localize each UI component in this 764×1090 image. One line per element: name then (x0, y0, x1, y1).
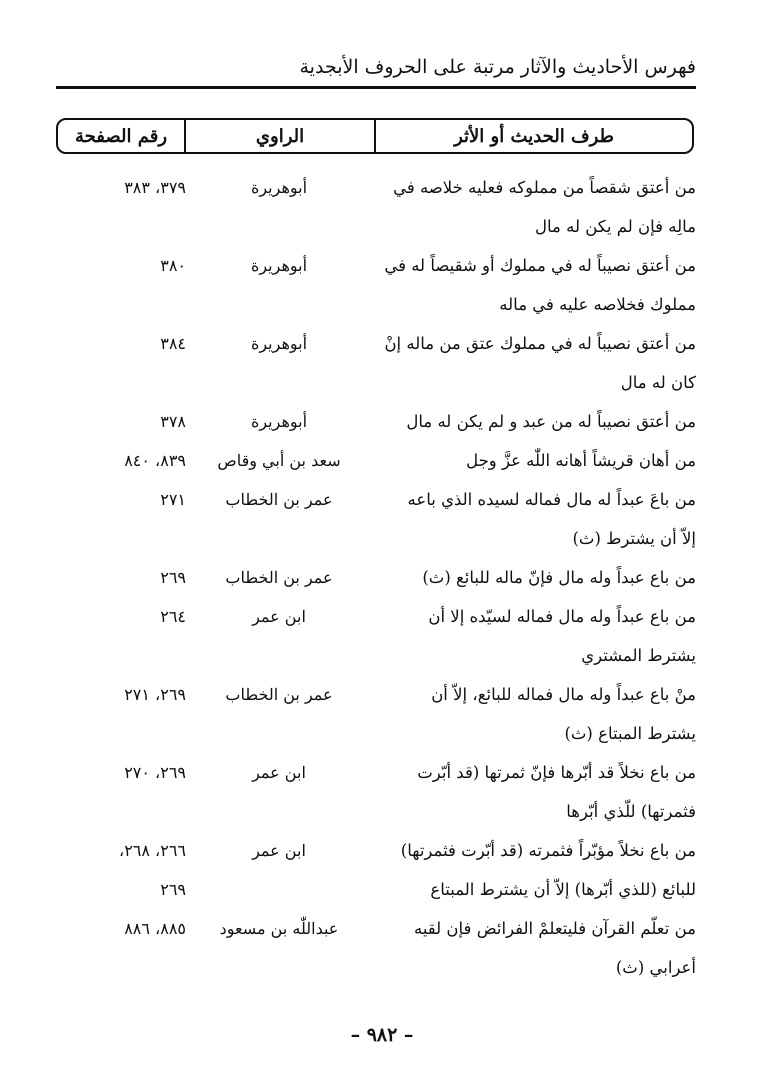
hadith-text: من تعلّم القرآن فليتعلمْ الفرائض فإن لقيه (413, 919, 696, 938)
table-header (56, 118, 694, 154)
hadith-text-continued: كان له مال (620, 373, 696, 392)
index-entry (56, 324, 696, 402)
hadith-text: من باع عبداً وله مال فإنّ ماله للبائع (ث) (422, 568, 696, 587)
page-number: – ٩٨٢ – (350, 1024, 414, 1046)
column-header-hadith: طرف الحديث أو الأثر (374, 120, 692, 152)
hadith-text-continued: فثمرتها) للّذي أبّرها (566, 802, 696, 821)
index-entries (56, 168, 696, 987)
narrator: ابن عمر (252, 841, 306, 860)
page-refs: ٢٧١ (160, 490, 186, 509)
narrator: ابن عمر (252, 607, 306, 626)
page-title: فهرس الأحاديث والآثار مرتبة على الحروف الأبجدية (299, 56, 696, 78)
page-refs-continued: ٢٦٩ (160, 880, 186, 899)
page-refs: ٨٨٥، ٨٨٦ (124, 919, 186, 938)
column-header-page: رقم الصفحة (75, 125, 168, 147)
page-header (56, 50, 696, 89)
hadith-text-continued: أعرابي (ث) (615, 958, 696, 977)
hadith-text-continued (56, 870, 696, 909)
narrator: عمر بن الخطاب (225, 568, 333, 587)
hadith-text: من أهان قريشاً أهانه اللّٰه عزَّ وجل (466, 451, 696, 470)
index-entry (56, 441, 696, 480)
page-refs: ٣٨٠ (160, 256, 186, 275)
hadith-text-continued-line: للبائع (للذي أبّرها) إلاّ أن يشترط المبتاع (430, 880, 696, 899)
page-refs: ٢٦٦، ٢٦٨، (119, 841, 186, 860)
hadith-text: من أعتق نصيباً له في مملوك عتق من ماله إنْ (384, 334, 696, 353)
narrator: أبوهريرة (250, 412, 308, 431)
page-refs: ٣٧٩، ٣٨٣ (124, 178, 186, 197)
column-header-rawi: الراوي (184, 120, 374, 152)
index-entry (56, 480, 696, 558)
index-entry (56, 909, 696, 987)
index-entry (56, 402, 696, 441)
page-refs: ٢٦٤ (160, 607, 186, 626)
narrator: سعد بن أبي وقاص (217, 451, 341, 470)
page-refs: ٣٨٤ (160, 334, 186, 353)
page-refs: ٨٣٩، ٨٤٠ (124, 451, 186, 470)
hadith-text-continued: مالِه فإن لم يكن له مال (535, 217, 696, 236)
hadith-text: من باعَ عبداً له مال فماله لسيده الذي باعه (407, 490, 696, 509)
page-refs: ٢٦٩، ٢٧٠ (124, 763, 186, 782)
hadith-text: من أعتق نصيباً له في مملوك أو شقيصاً له في (384, 256, 696, 275)
index-entry (56, 675, 696, 753)
narrator: عمر بن الخطاب (225, 490, 333, 509)
page-refs: ٣٧٨ (160, 412, 186, 431)
hadith-text: منْ باع عبداً وله مال فماله للبائع، إلاّ أن (431, 685, 696, 704)
narrator: عمر بن الخطاب (225, 685, 333, 704)
narrator: أبوهريرة (250, 178, 308, 197)
hadith-text: من أعتق شقصاً من مملوكه فعليه خلاصه في (393, 178, 696, 197)
hadith-text: من باع نخلاً قد أبّرها فإنّ ثمرتها (قد أبّرت (417, 763, 696, 782)
hadith-text-continued: يشترط المبتاع (ث) (564, 724, 696, 743)
hadith-text: من أعتق نصيباً له من عبد و لم يكن له مال (406, 412, 696, 431)
index-entry (56, 597, 696, 675)
hadith-text-continued: مملوك فخلاصه عليه في ماله (499, 295, 696, 314)
index-entry (56, 168, 696, 246)
index-entry (56, 753, 696, 831)
narrator: عبداللّٰه بن مسعود (219, 919, 339, 938)
index-entry (56, 558, 696, 597)
index-entry (56, 246, 696, 324)
hadith-text: من باع نخلاً مؤبّراً فثمرته (قد أبّرت فثمرتها) (400, 841, 696, 860)
page-refs: ٢٦٩، ٢٧١ (124, 685, 186, 704)
page-refs: ٢٦٩ (160, 568, 186, 587)
hadith-text-continued: إلاّ أن يشترط (ث) (572, 529, 696, 548)
narrator: أبوهريرة (250, 334, 308, 353)
hadith-text-continued: يشترط المشتري (581, 646, 696, 665)
narrator: ابن عمر (252, 763, 306, 782)
narrator: أبوهريرة (250, 256, 308, 275)
hadith-text: من باع عبداً وله مال فماله لسيّده إلا أن (428, 607, 696, 626)
index-entry (56, 831, 696, 909)
